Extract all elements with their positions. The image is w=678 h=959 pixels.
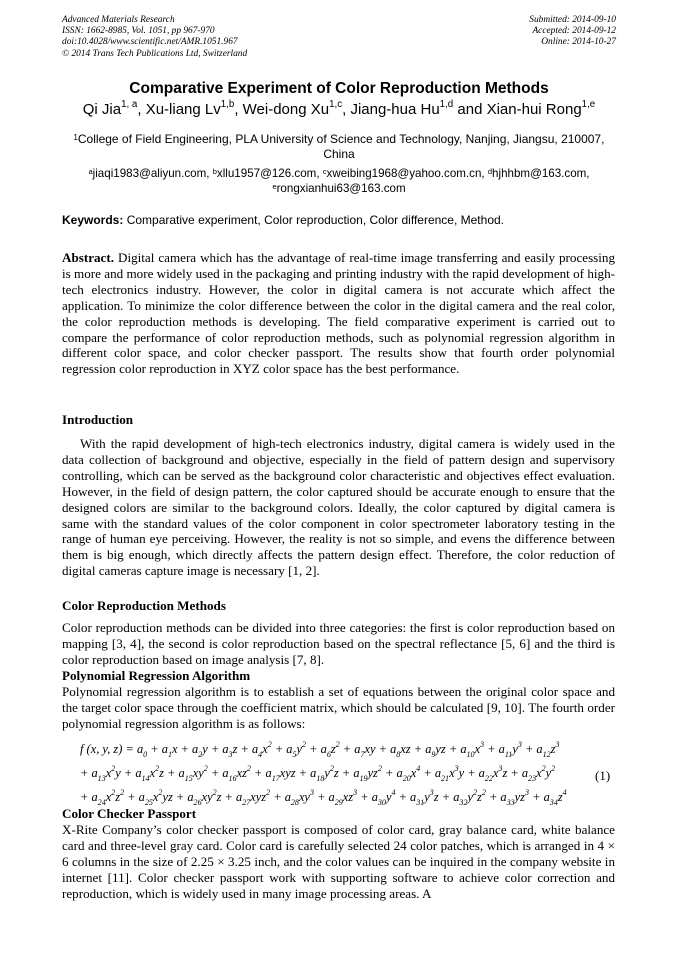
equation-line-1: f (x, y, $z) = a_0 + a_1x + a_2y + a_3z + a_4x^2 + a_5y^2 + a_6z^2 + a_7xy + a_8xz + a_9yz + a_{10}x^3 + a_{11}y^3 + a_{12}z^3$ [80, 740, 560, 759]
keywords-label: Keywords: [62, 213, 124, 227]
keywords [62, 213, 504, 227]
author-list: Qi Jia$^{1, a}$, Xu-liang Lv$^{1,b}$, Wei-dong Xu$^{1,c}$, Jiang-hua Hu$^{1,d}$ and Xian-hui Rong$^{1,e}$ [82, 99, 596, 118]
journal-name: Advanced Materials Research [62, 15, 175, 25]
equation-line-2: + $a_{13}x^2y + a_{14}x^2z + a_{15}xy^2 + a_{16}xz^2 + a_{17}xyz + a_{18}y^2z + a_{19}yz^2 + a_{20}x^4 + a_{21}x^3y + a_{22}x^3z + a_{23}x^2y^2$ [80, 764, 556, 783]
abstract-label: Abstract. [62, 250, 114, 265]
equation-line-3: + $a_{24}x^2z^2 + a_{25}x^2yz + a_{26}xy^2z + a_{27}xyz^2 + a_{28}xy^3 + a_{29}xz^3 + a_{30}y^4 + a_{31}y^3z + a_{32}y^2z^2 + a_{33}yz^3 + a_{34}z^4$ [80, 788, 567, 807]
color-reproduction-text: Color reproduction methods can be divided into three categories: the first is color reproduction based on mapping [3, 4], the second is color reproduction based on the spectral reflectance [5, 6] and the third is color reproduction based on image analysis [7, 8]. [62, 620, 615, 667]
section-heading-polynomial: Polynomial Regression Algorithm [62, 668, 251, 683]
abstract-text: Digital camera which has the advantage of real-time image transferring and easily processing is more and more widely used in the packaging and printing industry with the rapid development of high-tech electronics industry. However, the color in digital camera is not accurate which affect the application. To minimize the color difference between the color in the digital camera and the real color, the color reproduction methods is developing. The field comparative experiment is carried out to compare the performance of color reproduction methods, such as polynomial regression algorithm in different color space, and color checker passport. The results show that fourth order polynomial regression color reproduction in XYZ color space has the best performance. [62, 250, 616, 377]
affiliation: $^1$College of Field Engineering, PLA University of Science and Technology, Nanjing, Jiangsu, 210007, China [73, 132, 605, 161]
introduction-text: With the rapid development of high-tech electronics industry, digital camera is widely used in the data collection of background and objective, especially in the field of pattern design and supervisory controlling, which can be served as the background color characteristic and objectives effect evaluation. However, in the field of design pattern, the color captured should be accurate enough to ensure that the designed colors are similar to the background colors. Ideally, the color captured by digital camera is same with the standard values of the color component in color spectrometer laboratory testing in the range of human eye perceiving. However, the reality is not so simple, and evens the difference between them is big enough, which directly affects the pattern design effect. Therefore, the color reduction of digital cameras capture image is necessary [1, 2]. [62, 436, 615, 579]
checker-text: X-Rite Company’s color checker passport is composed of color card, gray balance card, white balance card and three-level gray card. Color card is carefully selected 24 color patches, which is arranged in 4 × 6 columns in the size of 2.25 × 3.25 inch, and the color values can be inquired in the company website in internet [11]. Color checker passport work with supporting software to achieve color correction and reproduction, which is widely used in many image processing areas. A [62, 822, 615, 901]
section-heading-color-reproduction: Color Reproduction Methods [62, 598, 226, 613]
section-heading-checker: Color Checker Passport [62, 806, 197, 821]
section-heading-introduction: Introduction [62, 412, 134, 427]
journal-issn: ISSN: 1662-8985, Vol. 1051, pp 967-970 [62, 26, 215, 37]
accepted-date: Accepted: 2014-09-12 [532, 26, 616, 37]
equation-number: (1) [595, 768, 611, 783]
submission-dates [529, 15, 616, 49]
journal-doi: doi:10.4028/www.scientific.net/AMR.1051.967 [62, 37, 238, 48]
submitted-date: Submitted: 2014-09-10 [529, 15, 616, 25]
online-date: Online: 2014-10-27 [541, 37, 616, 48]
journal-copyright: © 2014 Trans Tech Publications Ltd, Switzerland [62, 48, 248, 59]
abstract [62, 250, 615, 377]
keywords-text: Comparative experiment, Color reproduction, Color difference, Method. [126, 213, 504, 227]
polynomial-text: Polynomial regression algorithm is to establish a set of equations between the original color space and the target color space through the coefficient matrix, which should be calculated [9, 10]. The fourth order polynomial regression algorithm is as follows: [62, 684, 615, 731]
journal-info [62, 15, 247, 60]
email-list: $^a$jiaqi1983@aliyun.com, $^b$xllu1957@126.com, $^c$xweibing1968@yahoo.com.cn, $^d$hjhhbm@163.com, $^e$rongxianhui63@163.com [88, 167, 590, 195]
paper-title: Comparative Experiment of Color Reproduction Methods [129, 80, 549, 97]
